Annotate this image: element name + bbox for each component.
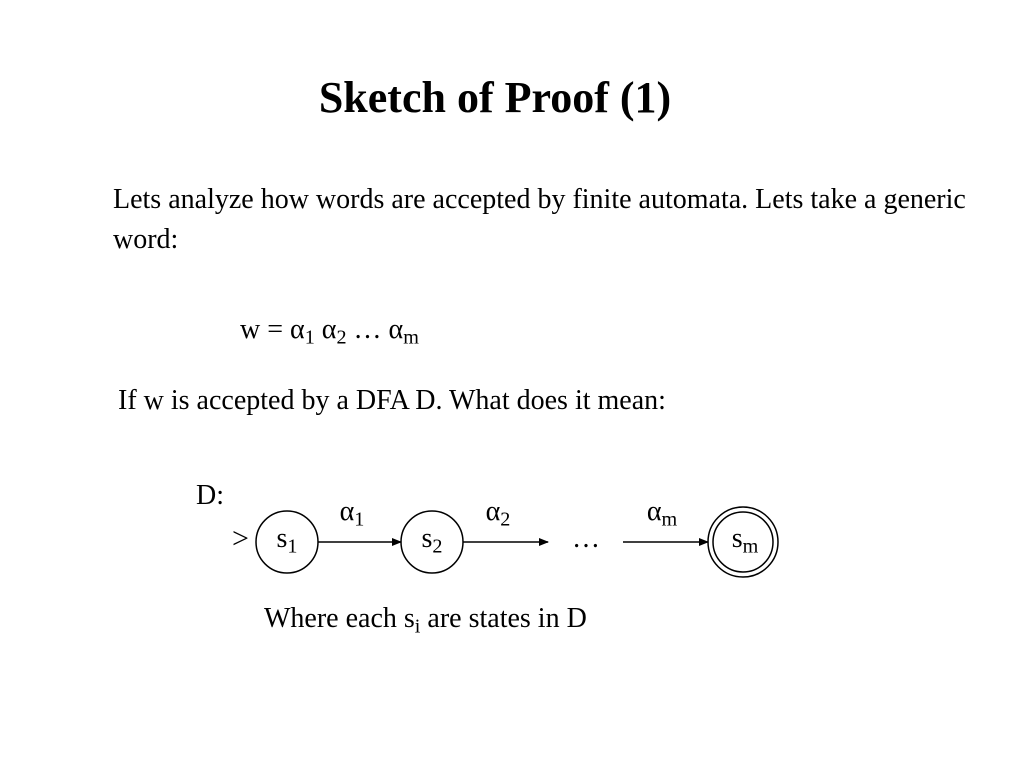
- slide-title: Sketch of Proof (1): [318, 73, 672, 122]
- transition-label-2: $\alpha_2$: [485, 496, 511, 531]
- formula-index-1: 1: [304, 326, 315, 349]
- state-sm-label: $s_m$: [731, 523, 759, 558]
- formula-alpha-1: α: [290, 314, 305, 345]
- caption-suffix: are states in D: [420, 603, 587, 634]
- formula-index-m: m: [403, 326, 419, 349]
- state-s1-label: $s_1$: [276, 523, 298, 558]
- formula-alpha-m: α: [388, 314, 404, 345]
- transition-label-1: $\alpha_1$: [339, 496, 365, 531]
- caption-text: [264, 603, 587, 639]
- transition-label-m: $\alpha_m$: [646, 496, 678, 531]
- formula-index-2: 2: [336, 326, 347, 349]
- start-state-marker: >: [232, 522, 249, 555]
- formula-ellipsis: …: [353, 314, 382, 345]
- states-ellipsis: …: [572, 523, 600, 554]
- state-s2-label: $s_2$: [421, 523, 443, 558]
- caption-prefix: Where each s: [264, 603, 415, 634]
- question-text: If w is accepted by a DFA D. What does it mean:: [118, 385, 666, 416]
- formula-lhs: w =: [240, 314, 291, 345]
- dfa-name-label: D:: [196, 480, 224, 511]
- caption-subscript: i: [414, 615, 421, 638]
- intro-text: Lets analyze how words are accepted by finite automata. Lets take a generic word:: [113, 184, 966, 255]
- formula-alpha-2: α: [321, 314, 337, 345]
